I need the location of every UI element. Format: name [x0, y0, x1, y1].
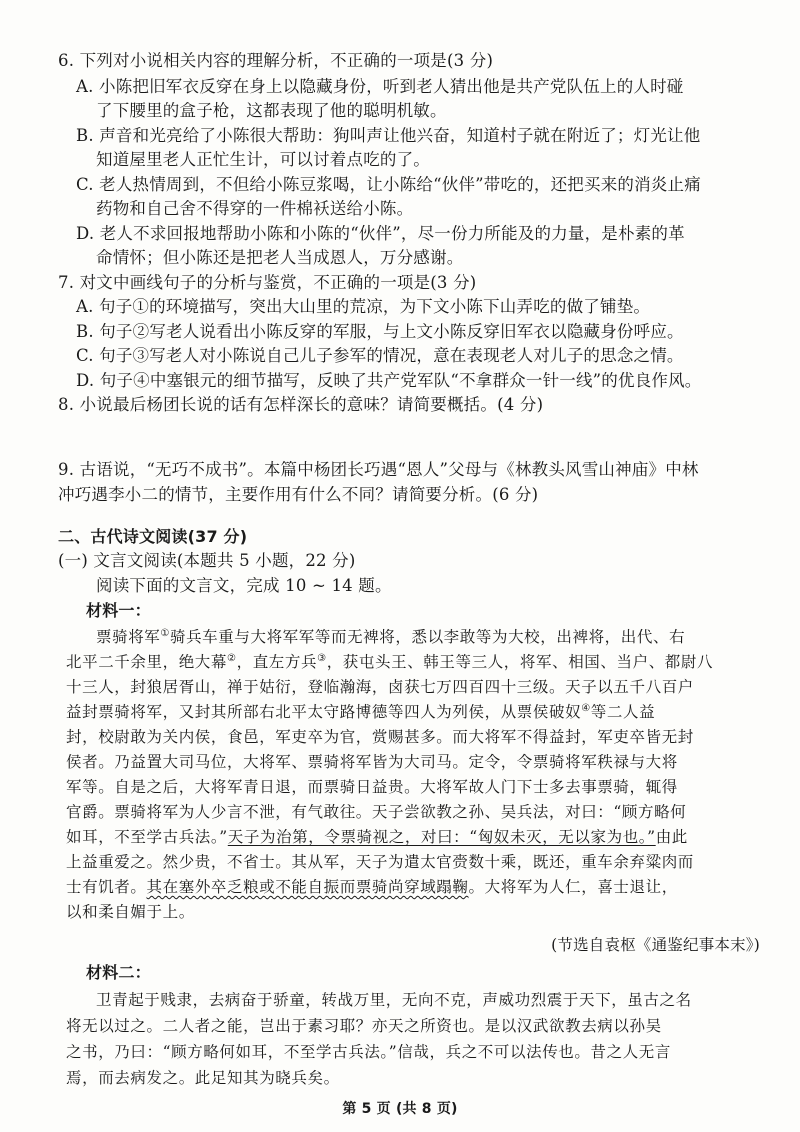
q6-option-d-cont: 命情怀；但小陈还是把老人当成恩人，万分感谢。	[96, 248, 464, 267]
q7-option-a: A. 句子①的环境描写，突出大山里的荒凉，为下文小陈下山弄吃的做了铺垫。	[76, 297, 651, 316]
q7-option-b: B. 句子②写老人说看出小陈反穿的军服，与上文小陈反穿旧军衣以隐藏身份呼应。	[76, 322, 684, 341]
note-marker-2: ②	[227, 652, 237, 664]
material1-line5: 封，校尉敢为关内侯，食邑，军吏卒为官，赏赐甚多。而大将军不得益封，军吏卒皆无封	[66, 728, 694, 746]
q9-stem-line1: 9. 古语说，“无巧不成书”。本篇中杨团长巧遇“恩人”父母与《林教头风雪山神庙》中林	[58, 460, 699, 479]
material1-line10: 上益重爱之。然少贵，不省士。其从军，天子为遣太官赍数十乘，既还，重车余弃粱肉而	[66, 853, 694, 871]
q6-option-b: B. 声音和光亮给了小陈很大帮助：狗叫声让他兴奋，知道村子就在附近了；灯光让他	[76, 126, 701, 145]
material1-line1: 票骑将军①骑兵车重与大将军军等而无裨将，悉以李敢等为大校，出裨将，出代、右	[96, 627, 686, 646]
material1-line11: 士有饥者。其在塞外卒乏粮或不能自振而票骑尚穿域蹋鞠。大将军为人仁，喜士退让，	[66, 878, 678, 896]
material1-line7: 军等。自是之后，大将军青日退，而票骑日益贵。大将军故人门下士多去事票骑，辄得	[66, 778, 678, 796]
section-title: 二、古代诗文阅读(37 分)	[58, 527, 248, 546]
q6-option-b-cont: 知道屋里老人正忙生计，可以讨着点吃的了。	[96, 150, 430, 169]
material2-line3: 之书，乃曰：“顾方略何如耳，不至学古兵法。”信哉，兵之不可以法传也。昔之人无言	[66, 1043, 672, 1061]
q9-stem-line2: 冲巧遇李小二的情节，主要作用有什么不同？请简要分析。(6 分)	[58, 485, 539, 504]
q6-option-c: C. 老人热情周到，不但给小陈豆浆喝，让小陈给“伙伴”带吃的，还把买来的消炎止痛	[76, 175, 701, 194]
q6-option-a-cont: 了下腰里的盒子枪，这都表现了他的聪明机敏。	[96, 101, 447, 120]
material1-line4: 益封票骑将军，又封其所部右北平太守路博德等四人为列侯，从票侯破奴④等二人益	[66, 702, 656, 721]
material1-line2: 北平二千余里，绝大幕②，直左方兵③，获屯头王、韩王等三人，将军、相国、当户、都尉八	[66, 652, 714, 671]
q6-stem: 6. 下列对小说相关内容的理解分析，不正确的一项是(3 分)	[58, 51, 494, 70]
material1-line9: 如耳，不至学古兵法。”天子为治第，令票骑视之，对曰：“匈奴未灭，无以家为也。”由此	[66, 828, 688, 846]
q6-option-d: D. 老人不求回报地帮助小陈和小陈的“伙伴”，尽一份力所能及的力量，是朴素的革	[76, 224, 685, 243]
page-number: 第 5 页 (共 8 页)	[342, 1101, 458, 1117]
subsection-title: (一) 文言文阅读(本题共 5 小题，22 分)	[58, 551, 356, 570]
underlined-sentence-wavy: 其在塞外卒乏粮或不能自振而票骑尚穿域蹋鞠	[146, 878, 469, 896]
material1-label: 材料一：	[86, 601, 151, 620]
material1-line3: 十三人，封狼居胥山，禅于姑衍，登临瀚海，卤获七万四百四十三级。天子以五千八百户	[66, 678, 694, 696]
q8-stem: 8. 小说最后杨团长说的话有怎样深长的意味？请简要概括。(4 分)	[58, 395, 544, 414]
material1-source: (节选自袁枢《通鉴纪事本末》)	[551, 936, 760, 954]
q7-option-c: C. 句子③写老人对小陈说自己儿子参军的情况，意在表现老人对儿子的思念之情。	[76, 346, 684, 365]
note-marker-1: ①	[160, 627, 170, 639]
material1-line8: 官爵。票骑将军为人少言不泄，有气敢往。天子尝欲教之孙、吴兵法，对曰：“顾方略何	[66, 803, 687, 821]
note-marker-4: ④	[581, 702, 591, 714]
q6-option-c-cont: 药物和自己舍不得穿的一件棉袄送给小陈。	[96, 199, 414, 218]
material2-line1: 卫青起于贱隶，去病奋于骄童，转战万里，无向不克，声威功烈震于天下，虽古之名	[96, 991, 692, 1009]
reading-instruction: 阅读下面的文言文，完成 10 ~ 14 题。	[96, 576, 392, 595]
material2-line2: 将无以过之。二人者之能，岂出于素习耶？亦天之所资也。是以汉武欲教去病以孙吴	[66, 1017, 662, 1035]
underlined-sentence-straight: 天子为治第，令票骑视之，对曰：“匈奴未灭，无以家为也。”	[227, 828, 656, 846]
material2-line4: 焉，而去病发之。此足知其为晓兵矣。	[66, 1069, 340, 1087]
q7-stem: 7. 对文中画线句子的分析与鉴赏，不正确的一项是(3 分)	[58, 273, 477, 292]
q7-option-d: D. 句子④中塞银元的细节描写，反映了共产党军队“不拿群众一针一线”的优良作风。	[76, 371, 702, 390]
material2-label: 材料二：	[86, 963, 151, 982]
material1-line12: 以和柔自媚于上。	[66, 903, 195, 921]
q6-option-a: A. 小陈把旧军衣反穿在身上以隐藏身份，听到老人猜出他是共产党队伍上的人时碰	[76, 77, 684, 96]
material1-line6: 侯者。乃益置大司马位，大将军、票骑将军皆为大司马。定令，令票骑将军秩禄与大将	[66, 753, 678, 771]
note-marker-3: ③	[317, 652, 327, 664]
